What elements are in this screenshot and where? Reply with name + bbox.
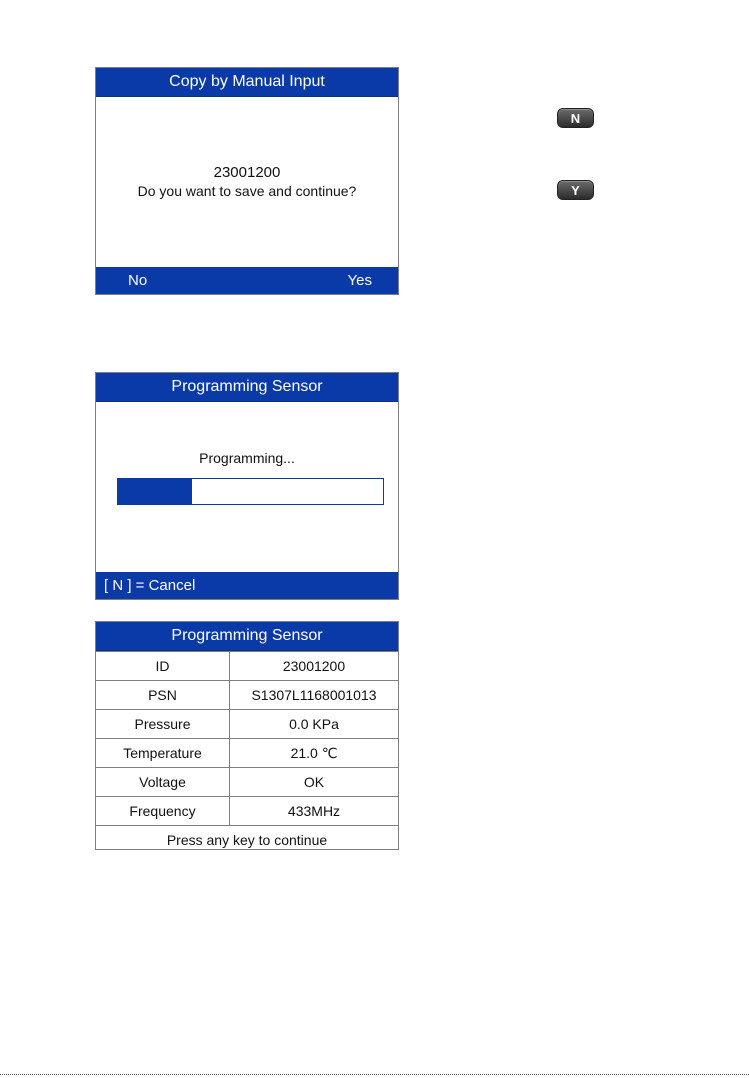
row-label: Temperature [96, 739, 230, 768]
progress-bar [117, 478, 384, 505]
row-value: 21.0 ℃ [230, 739, 399, 768]
row-value: OK [230, 768, 399, 797]
n-key-button[interactable]: N [557, 108, 594, 128]
progress-bar-fill [118, 479, 192, 504]
sensor-info-table [96, 651, 398, 853]
row-label: Pressure [96, 710, 230, 739]
save-question-text: Do you want to save and continue? [137, 183, 357, 199]
programming-status-text: Programming... [199, 450, 295, 466]
row-label: ID [96, 652, 230, 681]
copy-manual-input-screen [95, 67, 399, 295]
screen-title: Programming Sensor [96, 622, 398, 651]
table-row [96, 681, 398, 710]
table-row [96, 768, 398, 797]
row-label: PSN [96, 681, 230, 710]
programming-result-screen [95, 621, 399, 850]
cancel-hint-bar[interactable]: [ N ] = Cancel [96, 572, 398, 599]
table-row [96, 797, 398, 826]
y-key-button[interactable]: Y [557, 180, 594, 200]
screen-title: Copy by Manual Input [96, 68, 398, 97]
row-label: Frequency [96, 797, 230, 826]
yes-softkey[interactable]: Yes [347, 272, 372, 289]
row-value: 0.0 KPa [230, 710, 399, 739]
continue-prompt[interactable]: Press any key to continue [96, 826, 398, 854]
row-value: 433MHz [230, 797, 399, 826]
table-row [96, 652, 398, 681]
programming-progress-screen [95, 372, 399, 600]
sensor-id-text: 23001200 [213, 164, 281, 181]
row-value: S1307L1168001013 [230, 681, 399, 710]
table-row [96, 739, 398, 768]
table-row [96, 710, 398, 739]
continue-row[interactable] [96, 826, 398, 854]
softkey-bar [96, 267, 398, 294]
row-value: 23001200 [230, 652, 399, 681]
screen-title: Programming Sensor [96, 373, 398, 402]
row-label: Voltage [96, 768, 230, 797]
page-bottom-rule [0, 1074, 749, 1075]
no-softkey[interactable]: No [128, 272, 148, 289]
